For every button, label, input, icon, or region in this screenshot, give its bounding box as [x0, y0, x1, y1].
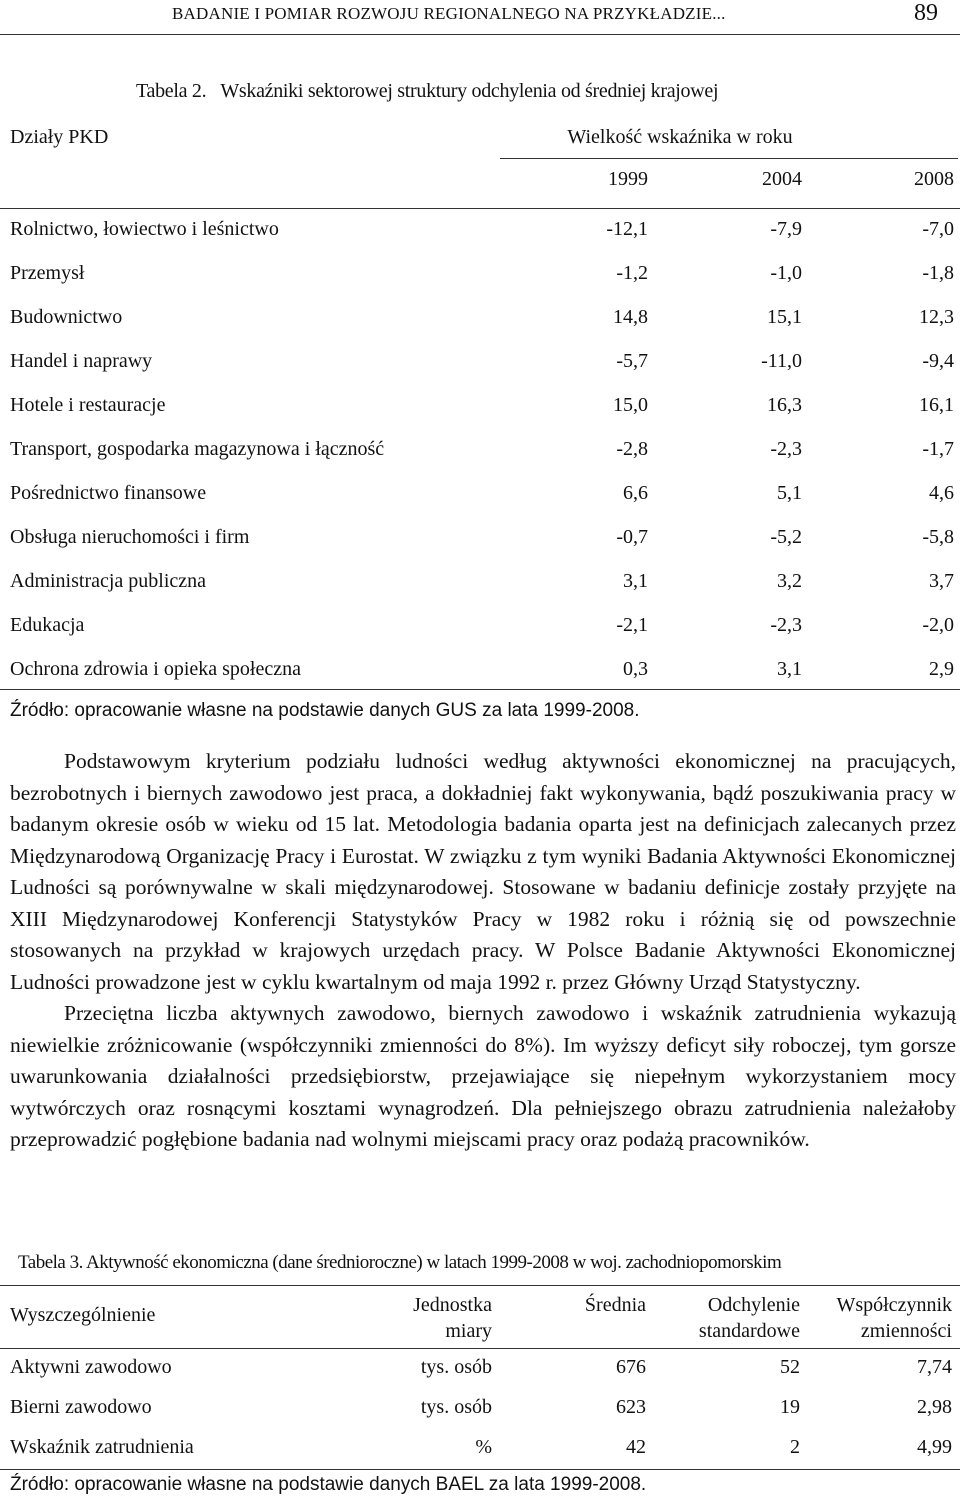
table-row	[0, 342, 960, 386]
body-text	[10, 746, 956, 1156]
table3-bottom-rule	[0, 1469, 960, 1470]
table2-bottom-rule	[0, 689, 960, 690]
row-label: Pośrednictwo finansowe	[10, 482, 207, 504]
header-line: standardowe	[698, 1320, 800, 1342]
table-row	[0, 1350, 960, 1390]
cell-mean: 623	[616, 1396, 646, 1418]
table-row	[0, 562, 960, 606]
cell-cv: 4,99	[917, 1436, 952, 1458]
table3-col-header	[800, 1292, 952, 1344]
table3-col-header	[660, 1292, 800, 1344]
cell-2008: -1,7	[922, 438, 954, 460]
cell-unit: tys. osób	[420, 1396, 492, 1418]
table2-label: Tabela 2.	[136, 80, 207, 102]
header-line: Odchylenie	[707, 1294, 800, 1316]
table2-col-header: Działy PKD	[10, 126, 109, 148]
running-header	[0, 0, 960, 34]
table2-year: 2008	[914, 168, 954, 190]
row-label: Hotele i restauracje	[10, 394, 166, 416]
cell-mean: 42	[626, 1436, 646, 1458]
row-label: Rolnictwo, łowiectwo i leśnictwo	[10, 218, 279, 240]
table3-col-header	[360, 1292, 492, 1344]
header-line: Jednostka	[413, 1294, 492, 1316]
table-row	[0, 606, 960, 650]
table2-header-row	[0, 118, 960, 158]
cell-2008: 4,6	[929, 482, 954, 504]
row-label: Bierni zawodowo	[10, 1396, 152, 1418]
cell-2004: 15,1	[767, 306, 802, 328]
cell-unit: %	[475, 1436, 492, 1458]
header-line: zmienności	[860, 1320, 952, 1342]
cell-2004: 16,3	[767, 394, 802, 416]
cell-mean: 676	[616, 1356, 646, 1378]
table3-source: Źródło: opracowanie własne na podstawie danych BAEL za lata 1999-2008.	[10, 1474, 647, 1495]
cell-cv: 7,74	[917, 1356, 952, 1378]
row-label: Handel i naprawy	[10, 350, 153, 372]
cell-sd: 52	[780, 1356, 800, 1378]
cell-2004: 3,2	[777, 570, 802, 592]
cell-2004: -2,3	[770, 614, 802, 636]
table2-years-row	[0, 168, 960, 206]
cell-2008: -1,8	[922, 262, 954, 284]
table3-header-rule	[0, 1348, 960, 1349]
cell-2008: 3,7	[929, 570, 954, 592]
cell-1999: 0,3	[623, 658, 648, 680]
row-label: Transport, gospodarka magazynowa i łączność	[10, 438, 385, 460]
cell-2004: -5,2	[770, 526, 802, 548]
table-row	[0, 386, 960, 430]
page-number: 89	[914, 0, 938, 26]
table-row	[0, 474, 960, 518]
cell-2004: 3,1	[777, 658, 802, 680]
header-line: miary	[445, 1320, 492, 1342]
cell-2008: -7,0	[922, 218, 954, 240]
table2-year: 2004	[762, 168, 802, 190]
header-rule	[0, 34, 960, 35]
table3-col-header: Wyszczególnienie	[10, 1304, 156, 1326]
header-title: BADANIE I POMIAR ROZWOJU REGIONALNEGO NA PRZYKŁADZIE...	[172, 4, 726, 23]
cell-2008: 12,3	[919, 306, 954, 328]
cell-2008: -9,4	[922, 350, 954, 372]
table3-header-row	[0, 1290, 960, 1346]
table-row	[0, 518, 960, 562]
cell-sd: 19	[780, 1396, 800, 1418]
row-label: Administracja publiczna	[10, 570, 207, 592]
table-row	[0, 430, 960, 474]
table-row	[0, 650, 960, 694]
table2-caption	[136, 80, 732, 103]
cell-sd: 2	[790, 1436, 800, 1458]
row-label: Edukacja	[10, 614, 85, 636]
cell-2008: -2,0	[922, 614, 954, 636]
table2-source: Źródło: opracowanie własne na podstawie danych GUS za lata 1999-2008.	[10, 700, 640, 721]
row-label: Aktywni zawodowo	[10, 1356, 172, 1378]
cell-1999: -0,7	[616, 526, 648, 548]
row-label: Obsługa nieruchomości i firm	[10, 526, 250, 548]
header-line: Średnia	[584, 1294, 646, 1316]
cell-2008: 2,9	[929, 658, 954, 680]
cell-1999: -2,8	[616, 438, 648, 460]
cell-1999: 15,0	[613, 394, 648, 416]
cell-1999: -2,1	[616, 614, 648, 636]
row-label: Przemysł	[10, 262, 85, 284]
cell-1999: 14,8	[613, 306, 648, 328]
table2-header-rule	[0, 208, 960, 209]
paragraph: Podstawowym kryterium podziału ludności według aktywności ekonomicznej na pracujących, bezrobotnych i biernych zawodowo jest praca, a dokładniej fakt wykonywania, bądź poszukiwania pracy w badanym okresie osób w wieku od 15 lat. Metodologia badania oparta jest na definicjach zalecanych przez Międzynarodową Organizację Pracy i Eurostat. W związku z tym wyniki Badania Aktywności Ekonomicznej Ludności są porównywalne w skali międzynarodowej. Stosowane w badaniu definicje zostały przyjęte na XIII Międzynarodowej Konferencji Statystyków Pracy w 1982 roku i różnią się od powszechnie stosowanych na przykład w krajowych urzędach pracy. W Polsce Badanie Aktywności Ekonomicznej Ludności prowadzone jest w cyklu kwartalnym od maja 1992 r. przez Główny Urząd Statystyczny.	[10, 749, 956, 994]
table-row	[0, 1430, 960, 1470]
cell-2008: -5,8	[922, 526, 954, 548]
cell-1999: -12,1	[606, 218, 648, 240]
cell-unit: tys. osób	[420, 1356, 492, 1378]
cell-1999: 6,6	[623, 482, 648, 504]
row-label: Ochrona zdrowia i opieka społeczna	[10, 658, 301, 680]
table3-col-header	[520, 1292, 646, 1318]
cell-2004: -2,3	[770, 438, 802, 460]
row-label: Budownictwo	[10, 306, 123, 328]
cell-2004: -11,0	[761, 350, 802, 372]
table2-year: 1999	[608, 168, 648, 190]
cell-1999: 3,1	[623, 570, 648, 592]
cell-2004: -1,0	[770, 262, 802, 284]
cell-2004: 5,1	[777, 482, 802, 504]
paragraph: Przeciętna liczba aktywnych zawodowo, biernych zawodowo i wskaźnik zatrudnienia wykazują niewielkie zróżnicowanie (współczynniki zmienności do 8%). Im wyższy deficyt siły roboczej, tym gorsze uwarunkowania działalności przedsiębiorstw, przejawiające się niepełnym wykorzystaniem mocy wytwórczych oraz rosnącymi kosztami wynagrodzeń. Dla pełniejszego obrazu zatrudnienia należałoby przeprowadzić pogłębione badania nad wolnymi miejscami pracy oraz podażą pracowników.	[10, 1001, 956, 1151]
table2-title: Wskaźniki sektorowej struktury odchylenia od średniej krajowej	[220, 80, 719, 102]
cell-cv: 2,98	[917, 1396, 952, 1418]
cell-1999: -5,7	[616, 350, 648, 372]
table-row	[0, 210, 960, 254]
table2-group-rule	[500, 158, 958, 159]
cell-1999: -1,2	[616, 262, 648, 284]
cell-2008: 16,1	[919, 394, 954, 416]
table2-group-header: Wielkość wskaźnika w roku	[567, 126, 793, 148]
table3-top-rule	[0, 1285, 960, 1286]
table-row	[0, 1390, 960, 1430]
cell-2004: -7,9	[770, 218, 802, 240]
table-row	[0, 298, 960, 342]
header-line: Współczynnik	[836, 1294, 952, 1316]
row-label: Wskaźnik zatrudnienia	[10, 1436, 194, 1458]
table-row	[0, 254, 960, 298]
table3-caption: Tabela 3. Aktywność ekonomiczna (dane średnioroczne) w latach 1999-2008 w woj. zachodniopomorskim	[18, 1252, 782, 1273]
